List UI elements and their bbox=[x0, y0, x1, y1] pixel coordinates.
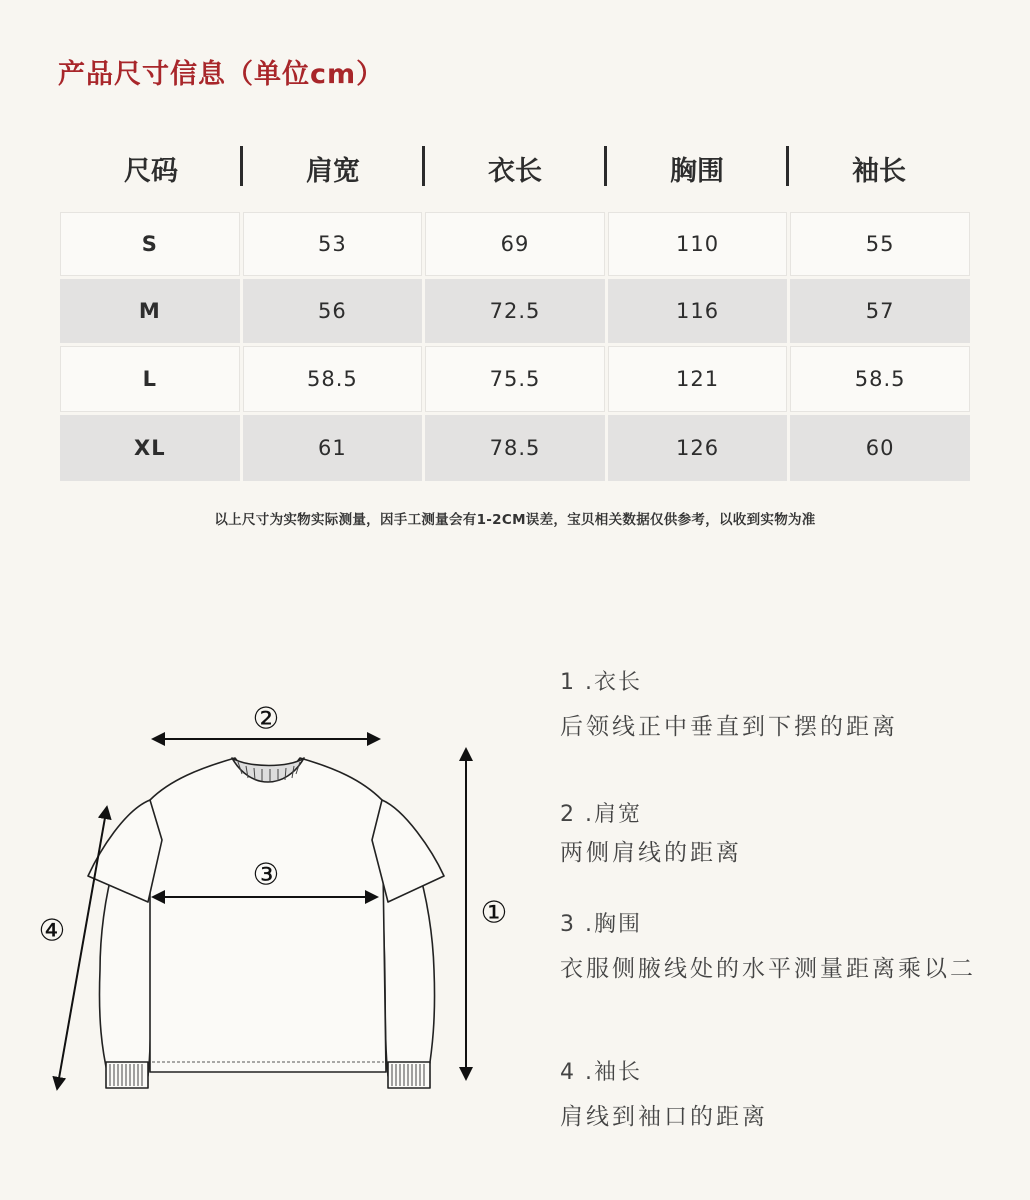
legend-item-chest bbox=[560, 907, 976, 983]
table-cell: 69 bbox=[425, 212, 605, 276]
header-chest: 胸围 bbox=[606, 140, 788, 196]
marker-2: ② bbox=[252, 701, 280, 737]
table-cell: M bbox=[60, 279, 240, 343]
table-cell: 58.5 bbox=[790, 346, 970, 412]
header-shoulder: 肩宽 bbox=[242, 140, 424, 196]
legend-item-sleeve bbox=[560, 1055, 768, 1131]
legend-desc: 后领线正中垂直到下摆的距离 bbox=[560, 714, 898, 740]
table-cell: 57 bbox=[790, 279, 970, 343]
legend-desc: 衣服侧腋线处的水平测量距离乘以二 bbox=[560, 956, 976, 982]
measurement-note: 以上尺寸为实物实际测量，因手工测量会有1-2CM误差，宝贝相关数据仅供参考，以收到实物为准 bbox=[214, 512, 816, 528]
table-row bbox=[60, 346, 970, 412]
header-length: 衣长 bbox=[424, 140, 606, 196]
body bbox=[150, 758, 386, 1072]
table-cell: 126 bbox=[608, 415, 788, 481]
table-cell: L bbox=[60, 346, 240, 412]
table-row bbox=[60, 212, 970, 276]
table-cell: 53 bbox=[243, 212, 423, 276]
legend-head: 2 .肩宽 bbox=[560, 802, 642, 827]
table-cell: XL bbox=[60, 415, 240, 481]
table-cell: 60 bbox=[790, 415, 970, 481]
table-cell: 75.5 bbox=[425, 346, 605, 412]
table-row bbox=[60, 279, 970, 343]
marker-3: ③ bbox=[252, 857, 280, 893]
legend-item-length bbox=[560, 665, 898, 741]
legend-head: 4 .袖长 bbox=[560, 1060, 642, 1085]
legend-head: 3 .胸围 bbox=[560, 912, 642, 937]
table-cell: 58.5 bbox=[243, 346, 423, 412]
table-cell: 121 bbox=[608, 346, 788, 412]
table-row bbox=[60, 415, 970, 481]
table-cell: 78.5 bbox=[425, 415, 605, 481]
size-table bbox=[60, 212, 970, 484]
marker-1: ① bbox=[480, 895, 508, 931]
legend-desc: 肩线到袖口的距离 bbox=[560, 1104, 768, 1130]
legend-desc: 两侧肩线的距离 bbox=[560, 840, 742, 866]
legend-head: 1 .衣长 bbox=[560, 670, 642, 695]
header-sleeve: 袖长 bbox=[788, 140, 970, 196]
sweatshirt-diagram bbox=[0, 640, 540, 1120]
marker-4: ④ bbox=[38, 913, 66, 949]
header-size: 尺码 bbox=[124, 155, 178, 187]
page-title: 产品尺寸信息（单位cm） bbox=[58, 59, 385, 90]
table-header bbox=[60, 140, 970, 196]
table-cell: 61 bbox=[243, 415, 423, 481]
table-cell: S bbox=[60, 212, 240, 276]
table-cell: 72.5 bbox=[425, 279, 605, 343]
table-cell: 56 bbox=[243, 279, 423, 343]
table-cell: 55 bbox=[790, 212, 970, 276]
table-cell: 110 bbox=[608, 212, 788, 276]
table-cell: 116 bbox=[608, 279, 788, 343]
legend-item-shoulder bbox=[560, 797, 742, 867]
